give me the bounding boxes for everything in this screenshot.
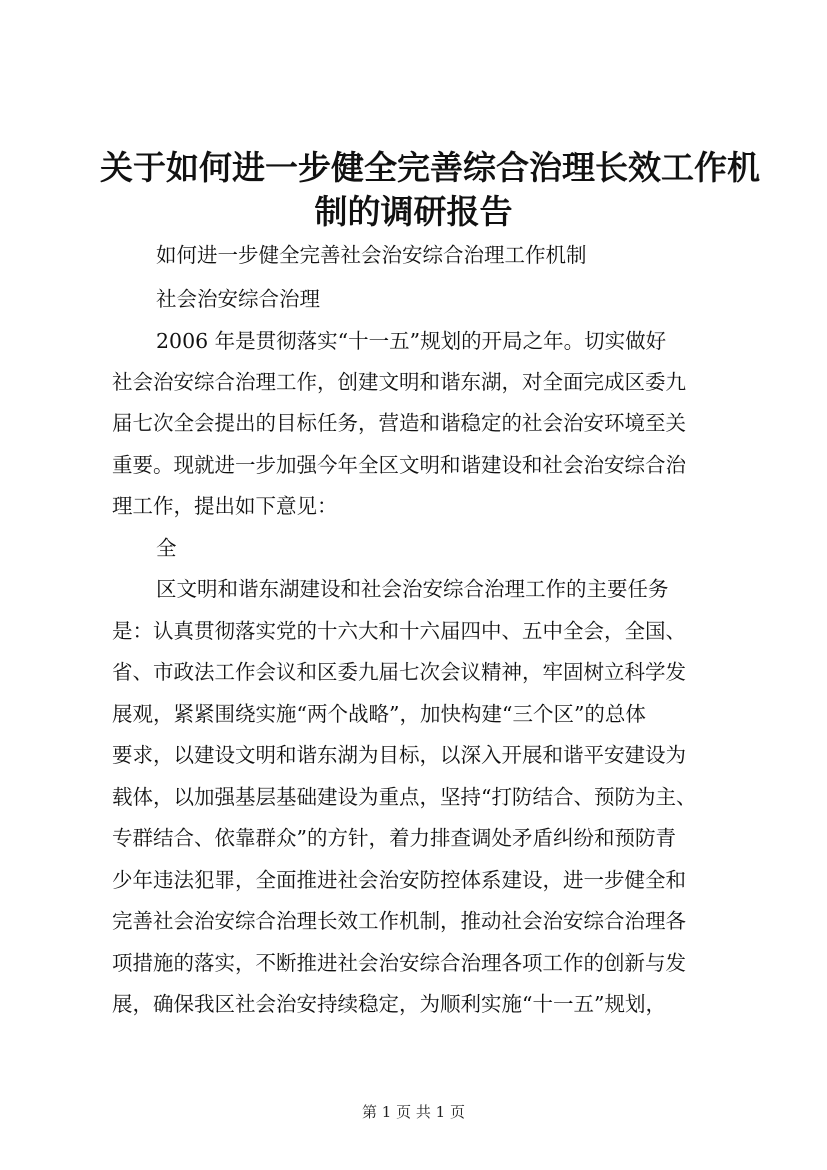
body-line: 重要。现就进一步加强今年全区文明和谐建设和社会治安综合治 [112,453,686,477]
body-line: 2006 年是贯彻落实“十一五”规划的开局之年。切实做好 [156,329,667,353]
body-line: 项措施的落实，不断推进社会治安综合治理各项工作的创新与发 [112,951,686,975]
document-title-line-1: 关于如何进一步健全完善综合治理长效工作机 [100,148,760,187]
document-title-line-2: 制的调研报告 [314,192,513,231]
body-line: 展，确保我区社会治安持续稳定，为顺利实施“十一五”规划， [112,992,666,1016]
body-line: 专群结合、依靠群众”的方针，着力排查调处矛盾纠纷和预防青 [112,826,676,850]
body-line: 少年违法犯罪，全面推进社会治安防控体系建设，进一步健全和 [112,868,686,892]
body-line: 全 [156,536,177,560]
body-line: 展观，紧紧围绕实施“两个战略”，加快构建“三个区”的总体 [112,702,646,726]
body-line: 理工作，提出如下意见： [112,494,338,518]
body-line: 要求，以建设文明和谐东湖为目标，以深入开展和谐平安建设为 [112,743,686,767]
subtitle-line: 如何进一步健全完善社会治安综合治理工作机制 [156,243,587,267]
page-number-footer: 第 1 页 共 1 页 [362,1103,465,1121]
body-line: 社会治安综合治理工作，创建文明和谐东湖，对全面完成区委九 [112,370,686,394]
body-line: 载体，以加强基层基础建设为重点，坚持“打防结合、预防为主、 [112,785,697,809]
body-line: 届七次全会提出的目标任务，营造和谐稳定的社会治安环境至关 [112,411,686,435]
body-line: 区文明和谐东湖建设和社会治安综合治理工作的主要任务 [156,577,669,601]
keyword-line: 社会治安综合治理 [156,287,320,311]
body-line: 是：认真贯彻落实党的十六大和十六届四中、五中全会，全国、 [112,619,686,643]
body-line: 省、市政法工作会议和区委九届七次会议精神，牢固树立科学发 [112,660,686,684]
body-line: 完善社会治安综合治理长效工作机制，推动社会治安综合治理各 [112,909,686,933]
